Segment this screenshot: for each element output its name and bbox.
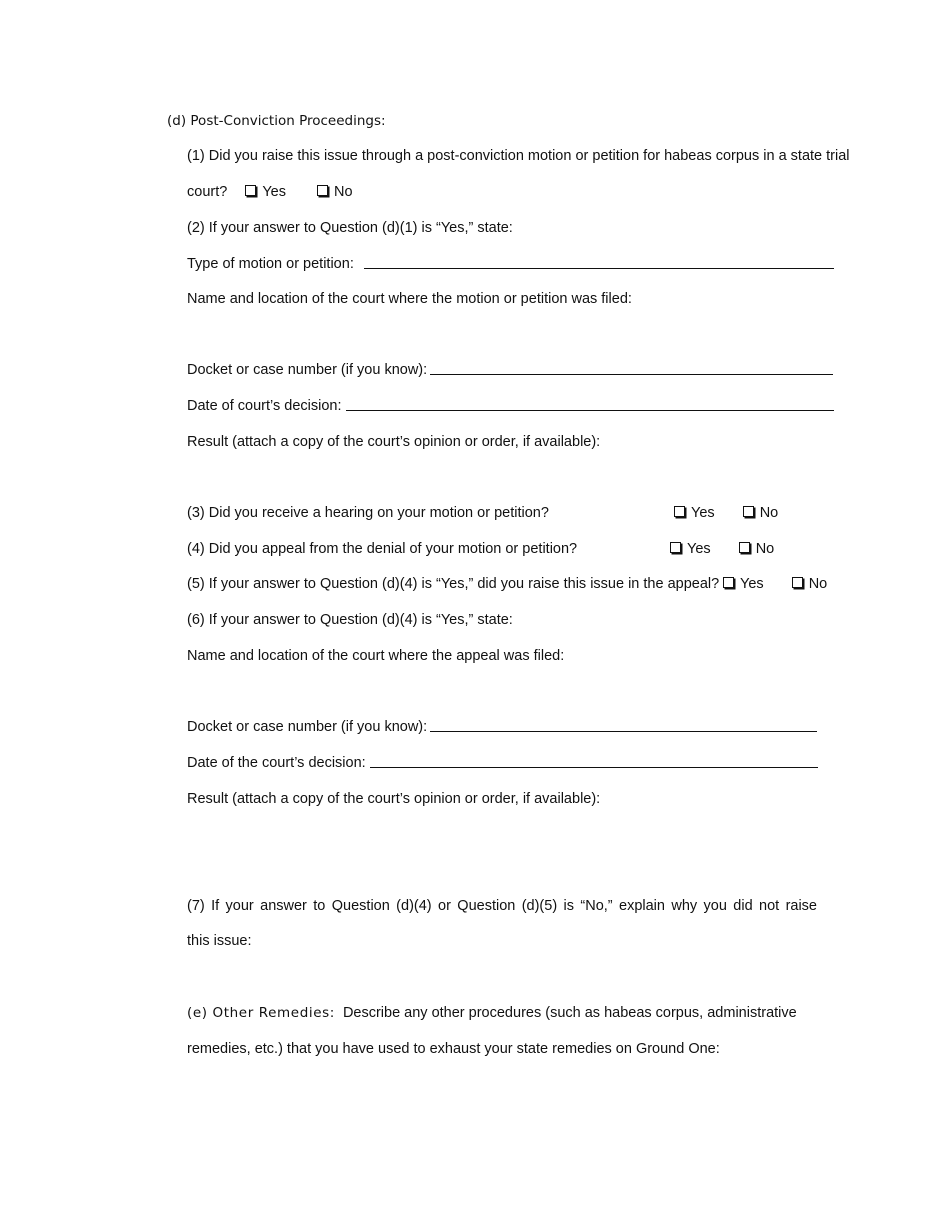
q4-yes-option[interactable] <box>670 540 711 558</box>
question-5-text: (5) If your answer to Question (d)(4) is “Yes,” did you raise this issue in the appeal? <box>187 576 720 592</box>
type-of-motion-row <box>187 255 354 273</box>
q4-no-label: No <box>755 541 775 557</box>
question-6-text: (6) If your answer to Question (d)(4) is “Yes,” state: <box>187 612 513 628</box>
q1-no-label: No <box>334 184 353 200</box>
motion-date-label: Date of court’s decision: <box>187 398 342 414</box>
motion-result-label: Result (attach a copy of the court’s opinion or order, if available): <box>187 434 601 450</box>
type-of-motion-label: Type of motion or petition: <box>187 256 354 272</box>
q3-options <box>674 504 778 522</box>
checkbox-icon[interactable] <box>792 577 803 588</box>
section-e-text: Describe any other procedures (such as habeas corpus, administrative <box>342 1005 797 1021</box>
checkbox-icon[interactable] <box>739 542 750 553</box>
motion-docket-label: Docket or case number (if you know): <box>187 362 428 378</box>
appeal-result-label: Result (attach a copy of the court’s opinion or order, if available): <box>187 791 601 807</box>
q5-yes-option[interactable] <box>723 575 764 593</box>
question-1-text: (1) Did you raise this issue through a post-conviction motion or petition for habeas corpus in a state trial <box>187 148 850 164</box>
appeal-date-label: Date of the court’s decision: <box>187 755 366 771</box>
q4-yes-label: Yes <box>687 541 711 557</box>
q1-yes-label: Yes <box>262 184 286 200</box>
q4-options <box>670 540 774 558</box>
checkbox-icon[interactable] <box>674 506 685 517</box>
question-1-text-cont: court? <box>187 184 228 200</box>
appeal-court-label: Name and location of the court where the appeal was filed: <box>187 648 565 664</box>
q3-no-option[interactable] <box>743 504 779 522</box>
q5-no-option[interactable] <box>792 575 828 593</box>
section-e-text-cont: remedies, etc.) that you have used to exhaust your state remedies on Ground One: <box>187 1041 720 1057</box>
q3-yes-option[interactable] <box>674 504 715 522</box>
checkbox-icon[interactable] <box>743 506 754 517</box>
q5-no-label: No <box>808 576 828 592</box>
q5-yes-label: Yes <box>740 576 764 592</box>
q1-yes-option[interactable] <box>245 183 286 201</box>
motion-docket-input[interactable] <box>430 362 833 375</box>
question-4-text: (4) Did you appeal from the denial of your motion or petition? <box>187 541 578 557</box>
section-d-heading: (d) Post-Conviction Proceedings: <box>167 113 386 129</box>
section-e-heading: (e) Other Remedies: <box>187 1005 335 1021</box>
checkbox-icon[interactable] <box>245 185 256 196</box>
q5-options <box>723 575 827 593</box>
question-2-text: (2) If your answer to Question (d)(1) is “Yes,” state: <box>187 220 513 236</box>
checkbox-icon[interactable] <box>723 577 734 588</box>
checkbox-icon[interactable] <box>317 185 328 196</box>
type-of-motion-input[interactable] <box>364 256 834 269</box>
q1-no-option[interactable] <box>317 183 353 201</box>
q4-no-option[interactable] <box>739 540 775 558</box>
section-e-row <box>187 1004 797 1022</box>
appeal-docket-label: Docket or case number (if you know): <box>187 719 428 735</box>
motion-court-label: Name and location of the court where the motion or petition was filed: <box>187 291 632 307</box>
checkbox-icon[interactable] <box>670 542 681 553</box>
motion-date-input[interactable] <box>346 398 834 411</box>
question-7-text-cont: this issue: <box>187 933 252 949</box>
appeal-docket-input[interactable] <box>430 719 817 732</box>
q3-no-label: No <box>759 505 779 521</box>
q3-yes-label: Yes <box>691 505 715 521</box>
appeal-date-input[interactable] <box>370 755 818 768</box>
question-7-text: (7) If your answer to Question (d)(4) or Question (d)(5) is “No,” explain why you did not raise <box>187 898 817 914</box>
question-3-text: (3) Did you receive a hearing on your motion or petition? <box>187 505 549 521</box>
question-1-row <box>187 183 353 201</box>
